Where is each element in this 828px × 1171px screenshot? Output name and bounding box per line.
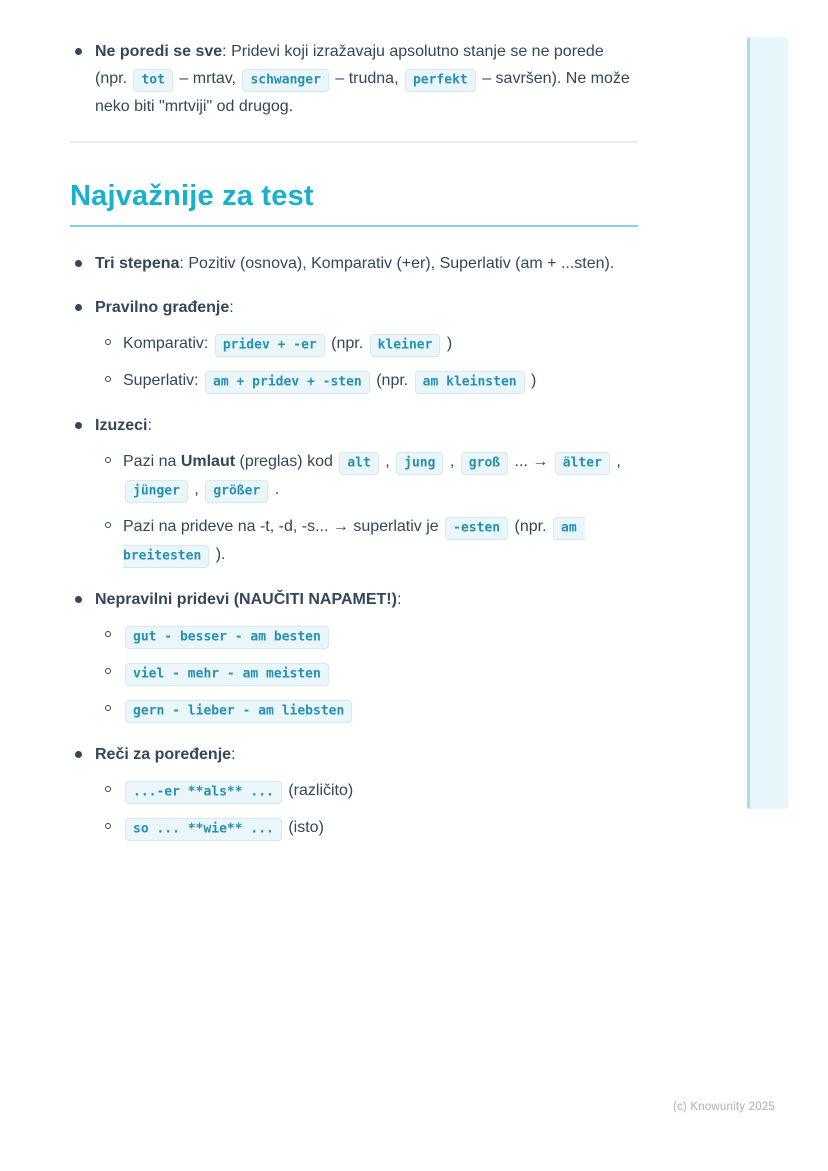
bold-text: Tri stepena	[95, 255, 180, 272]
inline-code-chip: am breitesten	[123, 517, 585, 568]
intro-bullet-list	[70, 38, 638, 120]
bullet-marker	[75, 260, 82, 267]
inline-code-chip: ...-er **als** ...	[125, 781, 282, 804]
plain-text: )	[442, 335, 453, 352]
plain-text: Superlativ:	[123, 372, 204, 389]
circle-marker	[105, 522, 111, 528]
plain-text: (npr.	[510, 518, 552, 535]
bold-text: Reči za poređenje	[95, 746, 232, 763]
bullet-text	[95, 586, 638, 613]
inline-code-chip: pridev + -er	[215, 334, 325, 357]
inline-code-chip: am + pridev + -sten	[205, 371, 370, 394]
inline-code-chip: -esten	[445, 517, 508, 540]
plain-text: :	[396, 591, 402, 608]
bullet-text	[123, 814, 638, 842]
page-edge-strip	[747, 37, 788, 809]
main-bullet-list	[70, 250, 638, 842]
plain-text: Pazi na	[123, 453, 181, 470]
sub-bullet-item	[70, 513, 638, 569]
bullet-marker	[75, 304, 82, 311]
circle-marker	[105, 823, 111, 829]
circle-marker	[105, 631, 111, 637]
plain-text: :	[231, 746, 236, 763]
section-heading: Najvažnije za test	[70, 180, 314, 212]
plain-text: ,	[189, 481, 204, 498]
bullet-item	[70, 250, 638, 277]
plain-text: .	[270, 481, 280, 498]
circle-marker	[105, 339, 111, 345]
bullet-marker	[75, 422, 82, 429]
inline-code-chip: alt	[339, 452, 378, 475]
inline-code-chip: groß	[461, 452, 508, 475]
bold-text: Izuzeci	[95, 417, 148, 434]
bullet-text	[95, 38, 638, 120]
circle-marker	[105, 705, 111, 711]
inline-code-chip: so ... **wie** ...	[125, 818, 282, 841]
bullet-text	[123, 659, 638, 687]
sub-bullet-item	[70, 777, 638, 805]
plain-text: – savršen). Ne može neko biti "mrtviji" od drugog.	[95, 70, 630, 115]
copyright-footer: (c) Knowunity 2025	[672, 1101, 775, 1113]
bullet-text	[95, 294, 638, 321]
plain-text: : Pridevi koji izražavaju apsolutno stanje se ne porede (npr.	[95, 43, 604, 87]
bold-text: Pravilno građenje	[95, 299, 230, 316]
bold-text: Nepravilni pridevi (NAUČITI NAPAMET!)	[95, 591, 397, 608]
bold-text: Umlaut	[180, 453, 236, 470]
inline-code-chip: schwanger	[242, 69, 328, 92]
sub-bullet-item	[70, 448, 638, 504]
sub-bullet-item	[70, 696, 638, 724]
circle-marker	[105, 668, 111, 674]
plain-text: ,	[445, 453, 459, 470]
bullet-text	[123, 777, 638, 805]
plain-text: Komparativ:	[123, 335, 213, 352]
bullet-marker	[75, 596, 82, 603]
inline-code-chip: gut - besser - am besten	[125, 626, 329, 649]
inline-code-chip: älter	[555, 452, 610, 475]
inline-code-chip: perfekt	[405, 69, 476, 92]
bullet-text	[95, 412, 638, 439]
bullet-item	[70, 38, 638, 120]
document-content	[70, 38, 638, 842]
plain-text: )	[526, 372, 537, 389]
bullet-text	[95, 250, 638, 277]
sub-bullet-item	[70, 659, 638, 687]
sub-bullet-item	[70, 367, 638, 395]
bullet-item	[70, 412, 638, 439]
bullet-item	[70, 741, 638, 768]
plain-text: (isto)	[283, 819, 324, 836]
section-divider	[70, 141, 638, 143]
plain-text: ... →	[510, 453, 553, 470]
sub-bullet-item	[70, 330, 638, 358]
inline-code-chip: jünger	[125, 480, 188, 503]
bullet-item	[70, 294, 638, 321]
heading-underline	[70, 225, 638, 227]
circle-marker	[105, 786, 111, 792]
inline-code-chip: gern - lieber - am liebsten	[125, 700, 352, 723]
bullet-item	[70, 586, 638, 613]
inline-code-chip: größer	[205, 480, 268, 503]
bullet-text	[95, 741, 638, 768]
plain-text: : Pozitiv (osnova), Komparativ (+er), Superlativ (am + ...sten).	[179, 255, 615, 272]
plain-text: – mrtav,	[174, 70, 241, 87]
inline-code-chip: viel - mehr - am meisten	[125, 663, 329, 686]
plain-text: (npr.	[371, 372, 413, 389]
plain-text: – trudna,	[330, 70, 403, 87]
bullet-marker	[75, 48, 82, 55]
bullet-text	[123, 330, 638, 358]
plain-text: (različito)	[283, 782, 354, 799]
plain-text: ).	[211, 546, 226, 563]
inline-code-chip: kleiner	[370, 334, 441, 357]
bullet-text	[123, 513, 638, 569]
plain-text: :	[229, 299, 234, 316]
sub-bullet-item	[70, 814, 638, 842]
inline-code-chip: am kleinsten	[415, 371, 525, 394]
circle-marker	[105, 457, 111, 463]
plain-text: Pazi na prideve na -t, -d, -s... → superlativ je	[123, 518, 444, 535]
bullet-text	[123, 448, 638, 504]
plain-text: :	[147, 417, 152, 434]
plain-text: ,	[380, 453, 395, 470]
bold-text: Ne poredi se sve	[95, 43, 223, 60]
bullet-marker	[75, 751, 82, 758]
sub-bullet-item	[70, 622, 638, 650]
inline-code-chip: tot	[133, 69, 172, 92]
bullet-text	[123, 367, 638, 395]
circle-marker	[105, 376, 111, 382]
bullet-text	[123, 622, 638, 650]
plain-text: (preglas) kod	[235, 453, 338, 470]
bullet-text	[123, 696, 638, 724]
plain-text: ,	[611, 453, 621, 470]
inline-code-chip: jung	[396, 452, 443, 475]
plain-text: (npr.	[326, 335, 368, 352]
